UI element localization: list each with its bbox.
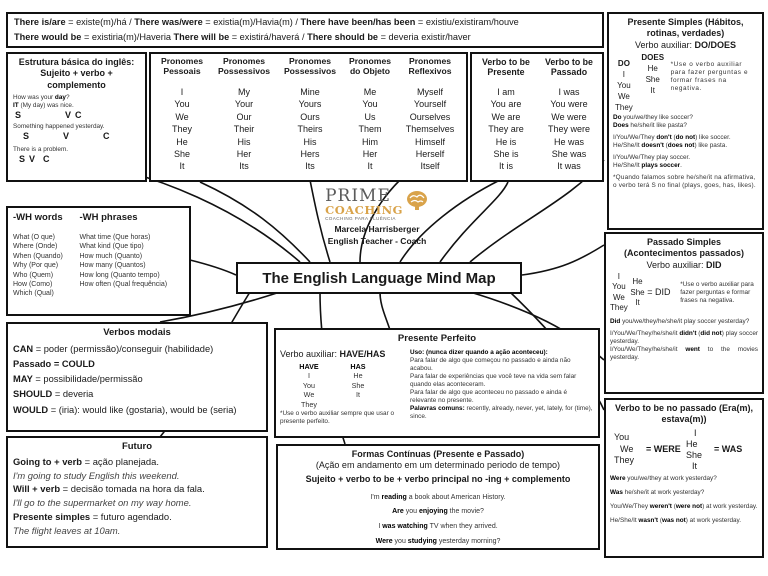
tbp-q1: Were you/we/they at work yesterday? xyxy=(610,474,717,482)
presente-simples-aux: Verbo auxiliar: DO/DOES xyxy=(634,39,737,50)
pronomes-list: Mine Yours Ours Theirs His Hers Its xyxy=(297,87,323,172)
do-group: DO I You We They xyxy=(613,53,635,113)
was-eq: = WAS xyxy=(714,443,743,454)
perfeito-left xyxy=(280,349,406,426)
modais-title: Verbos modais xyxy=(103,327,171,338)
formas-continuas-box xyxy=(276,444,600,550)
logo-tagline: COACHING PARA FLUÊNCIA xyxy=(325,216,396,221)
estrutura-ex1: How was your day? xyxy=(13,93,70,101)
presente-perfeito-box xyxy=(274,328,600,438)
perfeito-title: Presente Perfeito xyxy=(397,333,477,344)
logo-role: English Teacher - Coach xyxy=(327,236,427,246)
pronomes-col-objeto: Pronomes do Objeto Me You Us Them Him Her It xyxy=(343,57,397,173)
to-be-passado-col: Verbo to be Passado I was You were We were They were He was She was It was xyxy=(538,57,600,173)
ps-note2: *Quando falamos sobre he/she/it na afirmativa, o verbo terá S no final (plays, goes, has, likes). xyxy=(613,173,756,189)
perfeito-aux: Verbo auxiliar: HAVE/HAS xyxy=(280,348,386,359)
futuro-ex-3: The flight leaves at 10am. xyxy=(13,524,121,536)
has-group: HAS He She It xyxy=(338,362,378,409)
verbo-to-be-box xyxy=(470,52,604,182)
continuas-sub: (Ação em andamento em um determinado periodo de tempo) xyxy=(315,460,561,470)
perfeito-palavras: Palavras comuns: recently, already, never, yet, lately, for (time), since. xyxy=(410,404,593,420)
estrutura-ex4: There is a problem. xyxy=(13,146,69,154)
passado-simples-box xyxy=(604,232,764,394)
passado-p: I/You/We/They/he/she/it went to the movies yesterday. xyxy=(610,345,758,361)
ps-n1: I/You/We/They don't (do not) like soccer. xyxy=(613,133,731,141)
does-group: DOES He She It xyxy=(635,53,671,113)
to-be-presente-col: Verbo to be Presente I am You are We are They are He is She is It is xyxy=(474,57,538,173)
ps-p2: He/She/It plays soccer. xyxy=(613,161,682,169)
estrutura-box xyxy=(6,52,147,182)
estrutura-svc-1: S V C xyxy=(15,109,82,120)
continuas-ex-4: Were you studying yesterday morning? xyxy=(375,537,501,545)
wh-phrases-list: What time (Que horas) What kind (Que tipo) How much (Quanto) How many (Quantos) How long (Quanto tempo) How often (Qual frequência) xyxy=(79,234,168,289)
pronomes-table xyxy=(153,57,464,173)
pronomes-col-pessoais: Pronomes Pessoais I You We They He She It xyxy=(153,57,211,173)
was-subjects: I He She It xyxy=(686,427,703,471)
estrutura-ex2: IT (My day) was nice. xyxy=(13,101,74,109)
page-title: The English Language Mind Map xyxy=(262,269,496,287)
presente-simples-title: Presente Simples (Hábitos, rotinas, verdades) xyxy=(627,17,744,38)
passado-n: I/You/We/They/he/she/it didn't (did not) play soccer yesterday. xyxy=(610,329,759,345)
pronomes-col-reflexivos: Pronomes Reflexivos Myself Yourself Ourselves Themselves Himself Herself Itself xyxy=(397,57,463,173)
pronomes-list: I You We They He She It xyxy=(171,87,192,172)
ps-p1: I/You/We/They play soccer. xyxy=(613,153,691,161)
wh-words-col: -WH words What (O que) Where (Onde) When (Quando) Why (Por que) Who (Quem) How (Como) Which (Qual) xyxy=(13,212,80,299)
verbos-modais-box xyxy=(6,322,268,432)
logo-brand-coaching: COACHING xyxy=(325,203,403,217)
logo-name: Marcela Harrisberger xyxy=(334,224,420,234)
tbp-n1: You/We/They weren't (were not) at work yesterday. xyxy=(610,502,758,510)
continuas-ex-3: I was watching TV when they arrived. xyxy=(378,523,498,530)
were-subjects: You We They xyxy=(614,432,635,466)
modal-would: WOULD = (iria): would like (gostaria), would be (seria) xyxy=(13,404,237,415)
pronomes-box xyxy=(149,52,468,182)
wh-words-list: What (O que) Where (Onde) When (Quando) Why (Por que) Who (Quem) How (Como) Which (Qual) xyxy=(13,234,63,298)
brain-icon xyxy=(405,188,429,212)
continuas-ex-1: I'm reading a book about American History. xyxy=(370,493,506,501)
passado-aux: Verbo auxiliar: DID xyxy=(646,259,722,270)
futuro-title: Futuro xyxy=(121,441,153,452)
perfeito-note: *Use o verbo auxiliar sempre que usar o presente perfeito. xyxy=(280,410,395,426)
continuas-ex-2: Are you enjoying the movie? xyxy=(392,508,484,516)
ps-n2: He/She/It doesn't (does not) like pasta. xyxy=(613,141,728,149)
perfeito-uso: Uso: (nunca dizer quando a ação aconteceu): Para falar de algo que começou no passado e ainda não acabou. Para falar de experiências que você teve na vida sem falar quando elas aconteceram. Para falar de algo que aconteceu no passado e ainda é relevante no presente. Palavras comuns: recently, already, never, yet, lately, for (time), since. xyxy=(410,348,593,420)
futuro-going-to: Going to + verb = ação planejada. xyxy=(13,455,159,467)
passado-subjects-2: He She It xyxy=(630,277,645,308)
passado-note: *Use o verbo auxiliar para fazer perguntas e formar frases na negativa. xyxy=(680,280,754,304)
ps-q2: Does he/she/it like pasta? xyxy=(613,121,687,129)
to-be-passado-title: Verbo to be no passado (Era(m), estava(m)) xyxy=(614,403,754,425)
there-is-box xyxy=(6,12,604,48)
do-list: I You We They xyxy=(615,69,633,112)
passado-subjects-1: I You We They xyxy=(610,271,628,313)
there-is-line-2: There would be = existiria(m)/Haveria There will be = existirá/haverá / There should be = deveria existir/haver xyxy=(14,31,471,42)
estrutura-title: Estrutura básica do inglês: Sujeito + verbo + complemento xyxy=(18,57,135,90)
wh-box xyxy=(6,206,191,316)
center-title-box xyxy=(236,262,522,294)
logo-block xyxy=(296,188,458,250)
tbp-q2: Was he/she/it at work yesterday? xyxy=(610,488,705,496)
modal-could: Passado = COULD xyxy=(13,359,95,370)
estrutura-ex3: Something happened yesterday. xyxy=(13,123,105,130)
passado-eq: = DID xyxy=(647,287,671,298)
to-be-passado-box xyxy=(604,398,764,558)
futuro-box xyxy=(6,436,268,548)
estrutura-svc-3: S V C xyxy=(19,154,50,165)
presente-simples-box xyxy=(607,12,764,230)
were-eq: = WERE xyxy=(646,443,681,454)
passado-simples-title: Passado Simples (Acontecimentos passados) xyxy=(623,237,745,258)
tbp-n2: He/She/It wasn't (was not) at work yesterday. xyxy=(610,516,742,524)
futuro-ex-2: I'll go to the supermarket on my way home. xyxy=(13,497,192,509)
to-be-list: I am You are We are They are He is She is It is xyxy=(488,87,524,172)
pronomes-col-possessivos-2: Pronomes Possessivos Mine Yours Ours Theirs His Hers Its xyxy=(277,57,343,173)
pronomes-list: Myself Yourself Ourselves Themselves Himself Herself Itself xyxy=(405,87,455,172)
has-list: He She It xyxy=(351,371,365,400)
have-list: I You We They xyxy=(301,371,317,409)
continuas-formula: Sujeito + verbo to be + verbo principal no -ing + complemento xyxy=(305,474,571,485)
does-list: He She It xyxy=(645,63,660,95)
to-be-list: I was You were We were They were He was She was It was xyxy=(547,87,590,172)
pronomes-list: Me You Us Them Him Her It xyxy=(358,87,382,172)
modais-list xyxy=(13,342,261,418)
futuro-list xyxy=(13,455,261,538)
wh-phrases-col: -WH phrases What time (Que horas) What kind (Que tipo) How much (Quanto) How many (Quantos) How long (Quanto tempo) How often (Qual frequência) xyxy=(80,212,185,299)
have-group: HAVE I You We They xyxy=(280,362,338,409)
pronomes-list: My Your Our Their His Her Its xyxy=(233,87,255,172)
futuro-presente-simples: Presente simples = futuro agendado. xyxy=(13,511,172,523)
passado-q: Did you/we/they/he/she/it play soccer yesterday? xyxy=(610,317,750,325)
ps-q1: Do you/we/they like soccer? xyxy=(613,113,693,121)
pronomes-col-possessivos-1: Pronomes Possessivos My Your Our Their His Her Its xyxy=(211,57,277,173)
futuro-ex-1: I'm going to study English this weekend. xyxy=(13,469,180,481)
logo-brand-prime: PRIME xyxy=(325,186,391,206)
modal-should: SHOULD = deveria xyxy=(13,389,94,400)
estrutura-svc-2: S V C xyxy=(23,131,110,141)
continuas-title: Formas Contínuas (Presente e Passado) xyxy=(351,449,525,459)
presente-simples-note: *Use o verbo auxiliar para fazer perguntas e formar frases na negativa. xyxy=(670,60,749,92)
modal-may: MAY = possibilidade/permissão xyxy=(13,374,143,385)
there-is-line-1: There is/are = existe(m)/há / There was/were = existia(m)/Havia(m) / There have been/has been = existiu/existiram/houve xyxy=(14,17,519,27)
modal-can: CAN = poder (permissão)/conseguir (habilidade) xyxy=(13,343,214,354)
futuro-will: Will + verb = decisão tomada na hora da fala. xyxy=(13,483,205,495)
